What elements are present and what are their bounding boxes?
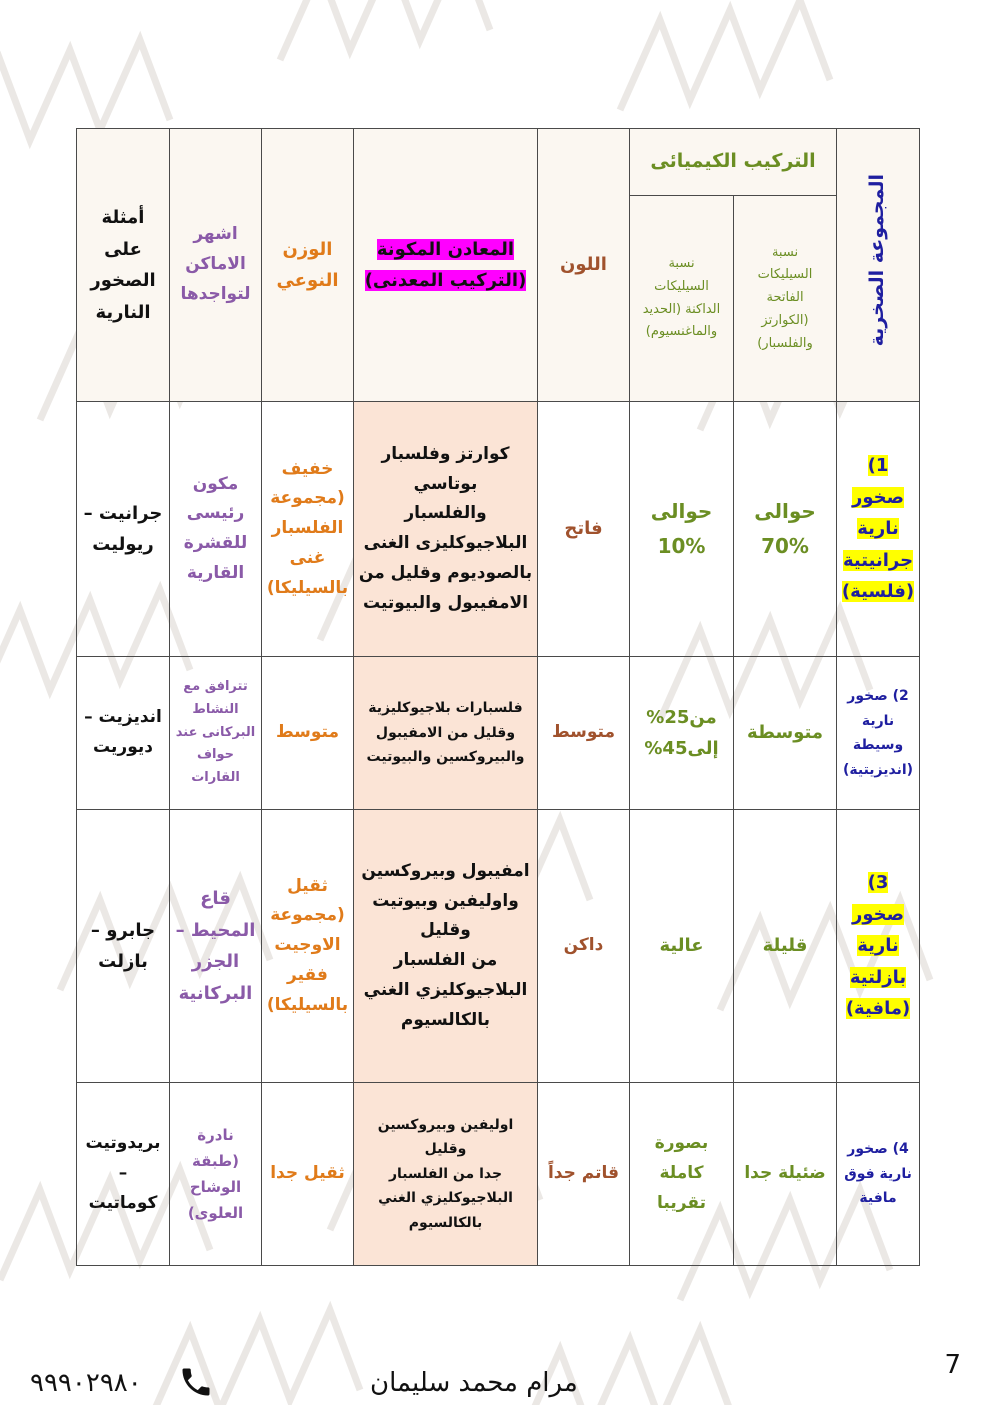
- cell-minerals: [354, 657, 538, 810]
- header-gravity-line-2: النوعي: [276, 270, 339, 291]
- light-line: حوالى: [754, 499, 816, 523]
- header-light-line-1: نسبة: [771, 244, 799, 260]
- cell-gravity: [262, 810, 354, 1083]
- gravity-line: فقير: [287, 964, 328, 985]
- header-minerals-cell: [354, 129, 538, 402]
- locations-line: رئيسى: [186, 503, 245, 524]
- group-line: 1): [867, 455, 889, 477]
- minerals-line: بالكالسيوم: [400, 1009, 491, 1030]
- header-examples-line-1: أمثلة على: [101, 207, 145, 260]
- cell-dark-silicates: [630, 1083, 734, 1266]
- light-line: متوسطة: [747, 722, 823, 744]
- dark-line: من25%: [646, 706, 717, 728]
- locations-line: البركانى عند: [175, 724, 256, 740]
- group-line: جرانيتية: [842, 549, 914, 571]
- dark-line: إلى45%: [644, 738, 719, 759]
- group-line: 3): [867, 872, 889, 894]
- locations-line: للقشرة: [183, 533, 248, 553]
- author-name: مرام محمد سليمان: [370, 1368, 578, 1398]
- examples-line: –: [118, 1163, 128, 1184]
- gravity-line: (مجموعة: [270, 905, 345, 926]
- cell-minerals: [354, 1083, 538, 1266]
- locations-line: حواف القارات: [191, 747, 240, 786]
- header-locations-line-3: لتواجدها: [180, 283, 251, 304]
- header-minerals-line-2: (التركيب المعدنى): [364, 270, 527, 291]
- minerals-line: واوليفين وبيوتيت وقليل: [372, 890, 519, 941]
- gravity-line: ثقيل جدا: [270, 1163, 345, 1184]
- cell-group: [837, 1083, 920, 1266]
- header-locations: [170, 129, 262, 402]
- gravity-line: بالسيليكا): [266, 577, 349, 598]
- minerals-line: البلاجيوكليزي الغني: [363, 979, 528, 1000]
- minerals-line: وقليل من الامفيبول: [375, 724, 516, 741]
- cell-minerals: [354, 810, 538, 1083]
- light-line: ضئيلة جدا: [744, 1163, 826, 1184]
- cell-group: [837, 402, 920, 657]
- cell-color: متوسط: [538, 657, 630, 810]
- minerals-line: بالصوديوم وقليل من: [358, 562, 533, 583]
- group-line: مافية: [859, 1190, 897, 1207]
- cell-light-silicates: [734, 1083, 837, 1266]
- cell-gravity: [262, 1083, 354, 1266]
- header-light-line-3: الفاتحة: [766, 290, 804, 306]
- minerals-line: كوارتز وفلسبار بوتاسي: [381, 443, 510, 494]
- table-row: [77, 1083, 920, 1266]
- dark-line: كاملة تقريبا: [657, 1163, 706, 1213]
- cell-examples: [77, 810, 170, 1083]
- group-line: (فلسية): [841, 581, 915, 603]
- header-dark-line-1: نسبة: [668, 256, 695, 271]
- group-line: 2) صخور: [847, 688, 909, 704]
- cell-locations: [170, 810, 262, 1083]
- cell-examples: [77, 1083, 170, 1266]
- cell-examples: [77, 402, 170, 657]
- locations-line: المحيط –: [175, 919, 256, 941]
- minerals-line: والفلسبار: [404, 503, 487, 524]
- minerals-line: فلسبارات بلاجيوكليزية: [368, 700, 523, 717]
- examples-line: ريوليت: [92, 534, 154, 555]
- gravity-line: غنى: [289, 547, 326, 568]
- locations-line: قاع: [200, 888, 231, 909]
- cell-group: [837, 657, 920, 810]
- group-line: 4) صخور: [847, 1141, 909, 1158]
- header-gravity-line-1: الوزن: [282, 238, 333, 260]
- group-line: صخور: [852, 903, 905, 925]
- light-line: قليلة: [762, 935, 808, 957]
- gravity-line: خفيف: [281, 458, 334, 479]
- header-dark-line-2: السيليكات: [654, 278, 709, 294]
- header-light-line-5: والفلسبار): [757, 335, 813, 351]
- group-line: نارية فوق: [844, 1165, 912, 1182]
- locations-line: الوشاح: [189, 1178, 242, 1196]
- locations-line: القارية: [186, 562, 245, 583]
- gravity-line: بالسيليكا): [266, 994, 349, 1015]
- cell-dark-silicates: [630, 657, 734, 810]
- cell-examples: [77, 657, 170, 810]
- group-line: نارية: [857, 518, 899, 540]
- header-locations-line-2: الاماكن: [185, 254, 246, 275]
- igneous-rocks-table: [76, 128, 920, 1266]
- header-minerals-line-1: المعادن المكونة: [376, 238, 515, 260]
- minerals-line: والبيروكسين والبيوتيت: [366, 749, 525, 766]
- minerals-line: اوليفين وبيروكسين وقليل: [377, 1116, 514, 1158]
- header-light-line-4: (الكوارتز: [761, 312, 809, 328]
- cell-color: داكن: [538, 810, 630, 1083]
- dark-line: حوالى: [650, 499, 713, 523]
- light-line: 70%: [761, 534, 809, 558]
- table-row: [77, 657, 920, 810]
- header-dark-silicates: [630, 196, 734, 402]
- cell-light-silicates: [734, 402, 837, 657]
- gravity-line: الفلسبار: [271, 518, 344, 539]
- header-dark-line-3: الداكنة (الحديد: [642, 301, 721, 317]
- group-line: (انديزيتية): [842, 761, 914, 778]
- phone-icon: [178, 1364, 214, 1400]
- header-specific-gravity: [262, 129, 354, 402]
- cell-light-silicates: [734, 657, 837, 810]
- cell-group: [837, 810, 920, 1083]
- cell-dark-silicates: [630, 402, 734, 657]
- group-line: صخور: [852, 486, 905, 508]
- cell-color: قاتم جداً: [538, 1083, 630, 1266]
- cell-color: فاتح: [538, 402, 630, 657]
- locations-line: نادرة (طبقة: [192, 1125, 239, 1170]
- minerals-line: الامفيبول والبيوتيت: [362, 592, 529, 613]
- dark-line: بصورة: [654, 1133, 709, 1154]
- cell-gravity: [262, 402, 354, 657]
- cell-dark-silicates: [630, 810, 734, 1083]
- examples-line: جابرو –: [90, 919, 156, 941]
- header-dark-line-4: والماغنسيوم): [645, 324, 718, 340]
- examples-line: كوماتيت: [88, 1192, 158, 1213]
- locations-line: العلوى): [187, 1204, 244, 1223]
- examples-line: جرانيت –: [83, 502, 163, 524]
- locations-line: النشاط: [192, 701, 239, 717]
- minerals-line: بالكالسيوم: [408, 1214, 483, 1231]
- locations-line: البركانية: [178, 982, 253, 1004]
- cell-light-silicates: [734, 810, 837, 1083]
- phone-number: ٩٩٩٠٢٩٨٠: [30, 1368, 142, 1398]
- locations-line: مكون: [192, 473, 239, 494]
- minerals-line: امفيبول وبيروكسين: [361, 860, 530, 881]
- header-light-silicates: [734, 196, 837, 402]
- table-header-row: [77, 129, 920, 196]
- cell-locations: [170, 1083, 262, 1266]
- locations-line: تترافق مع: [183, 679, 248, 695]
- group-line: (مافية): [845, 998, 911, 1020]
- minerals-line: البلاجيوكليزى الغنى: [363, 533, 528, 553]
- gravity-line: متوسط: [275, 722, 340, 743]
- header-light-line-2: السيليكات: [757, 267, 813, 283]
- examples-line: ديوريت: [93, 737, 153, 757]
- dark-line: 10%: [657, 534, 706, 558]
- cell-minerals: [354, 402, 538, 657]
- locations-line: الجزر: [191, 951, 240, 972]
- group-line: نارية: [857, 935, 899, 957]
- header-locations-line-1: اشهر: [193, 224, 238, 245]
- header-chemical-composition: التركيب الكيميائى: [630, 129, 837, 196]
- examples-line: انديزيت –: [84, 707, 162, 728]
- cell-gravity: [262, 657, 354, 810]
- minerals-line: جدا من الفلسبار: [388, 1165, 503, 1182]
- dark-line: عالية: [659, 935, 704, 957]
- examples-line: بازلت: [98, 951, 148, 972]
- table-row: [77, 810, 920, 1083]
- header-group-cell: [837, 129, 920, 402]
- table-row: [77, 402, 920, 657]
- gravity-line: الاوجيت: [274, 935, 341, 956]
- header-examples-line-3: النارية: [95, 301, 151, 323]
- header-examples-line-2: الصخور: [90, 270, 156, 291]
- group-line: بازلتية: [849, 966, 907, 988]
- header-color: اللون: [538, 129, 630, 402]
- group-line: نارية وسيطة: [852, 712, 904, 753]
- header-group-label: المجموعة الصخرية: [866, 174, 889, 347]
- examples-line: بريدوتيت: [85, 1133, 161, 1154]
- header-examples: [77, 129, 170, 402]
- minerals-line: من الفلسبار: [393, 950, 498, 970]
- gravity-line: (مجموعة: [270, 488, 345, 509]
- cell-locations: [170, 657, 262, 810]
- page-number: 7: [944, 1350, 961, 1380]
- minerals-line: البلاجيوكليزي الغني: [378, 1190, 513, 1207]
- cell-locations: [170, 402, 262, 657]
- gravity-line: ثقيل: [287, 875, 328, 896]
